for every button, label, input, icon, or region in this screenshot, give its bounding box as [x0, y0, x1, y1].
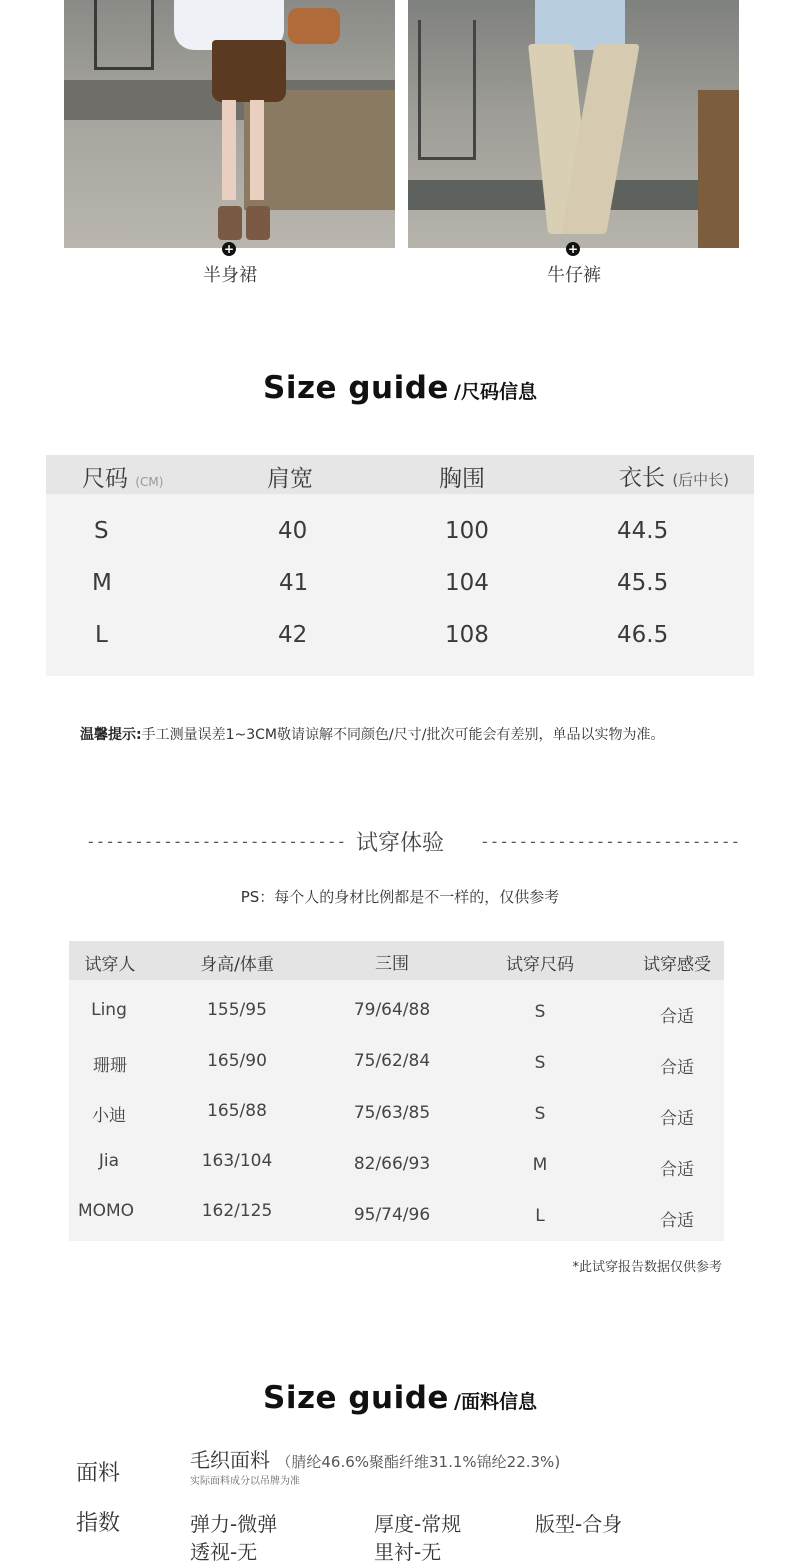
length-header-note: (后中长)	[672, 471, 730, 489]
tryon-header-height-weight: 身高/体重	[200, 955, 274, 975]
tryon-cell-height-weight: 165/90	[207, 1051, 267, 1071]
tryon-header-size: 试穿尺码	[506, 955, 574, 975]
shoulder-cell: 42	[278, 622, 308, 648]
skirt-outfit-photo	[64, 0, 395, 248]
photo-caption-jeans: 牛仔裤	[547, 265, 601, 286]
tryon-header-person: 试穿人	[84, 955, 136, 975]
chest-header: 胸围	[439, 466, 485, 492]
tryon-cell-height-weight: 162/125	[201, 1201, 273, 1221]
notice-label: 温馨提示:	[80, 727, 142, 743]
photo-handbag	[288, 8, 340, 44]
size-table	[46, 455, 754, 676]
fabric-composition	[190, 1444, 560, 1473]
tryon-cell-person: Jia	[98, 1151, 120, 1171]
fabric-detail: （腈纶46.6%聚酯纤维31.1%锦纶22.3%)	[276, 1453, 561, 1471]
length-cell: 44.5	[617, 518, 669, 544]
divider-dashes-right: ---------------------------	[480, 832, 741, 851]
photo-brown-skirt	[212, 40, 286, 102]
fabric-guide-title	[0, 1380, 800, 1416]
photo-chair	[418, 20, 476, 160]
divider-dashes-left: ---------------------------	[86, 832, 347, 851]
photo-wooden-step	[244, 90, 395, 210]
tryon-header-feeling: 试穿感受	[643, 955, 711, 975]
tryon-cell-person: MOMO	[77, 1201, 135, 1221]
size-header-unit: (CM)	[135, 475, 164, 489]
tryon-cell-feeling: 合适	[660, 1007, 694, 1027]
chest-cell: 108	[445, 622, 489, 648]
shoulder-header: 肩宽	[267, 466, 313, 492]
tryon-cell-measurements: 79/64/88	[353, 1000, 431, 1020]
ps-note: PS：每个人的身材比例都是不一样的，仅供参考	[240, 888, 560, 906]
measurement-notice	[80, 724, 664, 744]
index-label: 指数	[76, 1511, 121, 1536]
plus-icon[interactable]: +	[567, 242, 579, 256]
photo-chair	[94, 0, 154, 70]
chest-cell: 104	[445, 570, 489, 596]
fabric-name: 毛织面料	[190, 1448, 270, 1472]
jeans-outfit-photo	[408, 0, 739, 248]
plus-icon[interactable]: +	[223, 242, 235, 256]
size-cell: M	[92, 570, 112, 596]
photo-leg-right	[250, 100, 264, 200]
length-cell: 46.5	[617, 622, 669, 648]
size-cell: S	[94, 518, 109, 544]
photo-shoe-right	[246, 206, 270, 240]
size-cell: L	[95, 622, 108, 648]
fit-value: 版型-合身	[535, 1512, 623, 1536]
thickness-value: 厚度-常规	[374, 1512, 462, 1536]
tryon-cell-size: M	[532, 1155, 548, 1175]
size-guide-title-text: Size guide	[263, 370, 449, 406]
tryon-cell-feeling: 合适	[660, 1058, 694, 1078]
photo-blue-top	[535, 0, 625, 50]
tryon-cell-measurements: 75/63/85	[353, 1103, 431, 1123]
tryon-cell-size: S	[534, 1104, 546, 1124]
fabric-label: 面料	[76, 1461, 121, 1486]
see-through-value: 透视-无	[190, 1540, 258, 1564]
shoulder-cell: 40	[278, 518, 308, 544]
size-header-label: 尺码	[82, 466, 128, 492]
tryon-table	[69, 941, 724, 1241]
tryon-cell-size: S	[534, 1053, 546, 1073]
tryon-cell-height-weight: 155/95	[207, 1000, 267, 1020]
size-guide-title	[0, 370, 800, 406]
tryon-footnote: *此试穿报告数据仅供参考	[572, 1260, 722, 1275]
photo-leg-left	[222, 100, 236, 200]
tryon-cell-feeling: 合适	[660, 1160, 694, 1180]
size-guide-subtitle: /尺码信息	[454, 381, 537, 403]
length-cell: 45.5	[617, 570, 669, 596]
tryon-header-measurements: 三围	[375, 954, 409, 974]
length-header	[619, 459, 729, 492]
tryon-cell-height-weight: 163/104	[201, 1151, 273, 1171]
notice-text: 手工测量误差1~3CM敬请谅解不同颜色/尺寸/批次可能会有差别，单品以实物为准。	[141, 727, 665, 743]
tryon-cell-measurements: 75/62/84	[353, 1051, 431, 1071]
fabric-note: 实际面料成分以吊牌为准	[190, 1476, 300, 1487]
fabric-guide-subtitle: /面料信息	[454, 1391, 537, 1413]
tryon-cell-feeling: 合适	[660, 1109, 694, 1129]
tryon-cell-height-weight: 165/88	[207, 1101, 267, 1121]
tryon-cell-measurements: 82/66/93	[353, 1154, 431, 1174]
photo-shoe-left	[218, 206, 242, 240]
length-header-label: 衣长	[619, 465, 665, 491]
size-header	[82, 460, 163, 493]
tryon-cell-person: Ling	[91, 1000, 127, 1020]
tryon-cell-person: 珊珊	[93, 1056, 127, 1076]
tryon-cell-size: L	[535, 1206, 545, 1226]
shoulder-cell: 41	[279, 570, 309, 596]
chest-cell: 100	[445, 518, 489, 544]
photo-caption-skirt: 半身裙	[203, 265, 257, 286]
fabric-guide-title-text: Size guide	[263, 1380, 449, 1416]
lining-value: 里衬-无	[374, 1540, 442, 1564]
tryon-cell-person: 小迪	[92, 1106, 126, 1126]
tryon-cell-size: S	[534, 1002, 546, 1022]
tryon-cell-measurements: 95/74/96	[353, 1205, 431, 1225]
tryon-cell-feeling: 合适	[660, 1211, 694, 1231]
tryon-title: 试穿体验	[355, 831, 444, 856]
elasticity-value: 弹力-微弹	[190, 1512, 278, 1536]
photo-stool	[698, 90, 739, 248]
